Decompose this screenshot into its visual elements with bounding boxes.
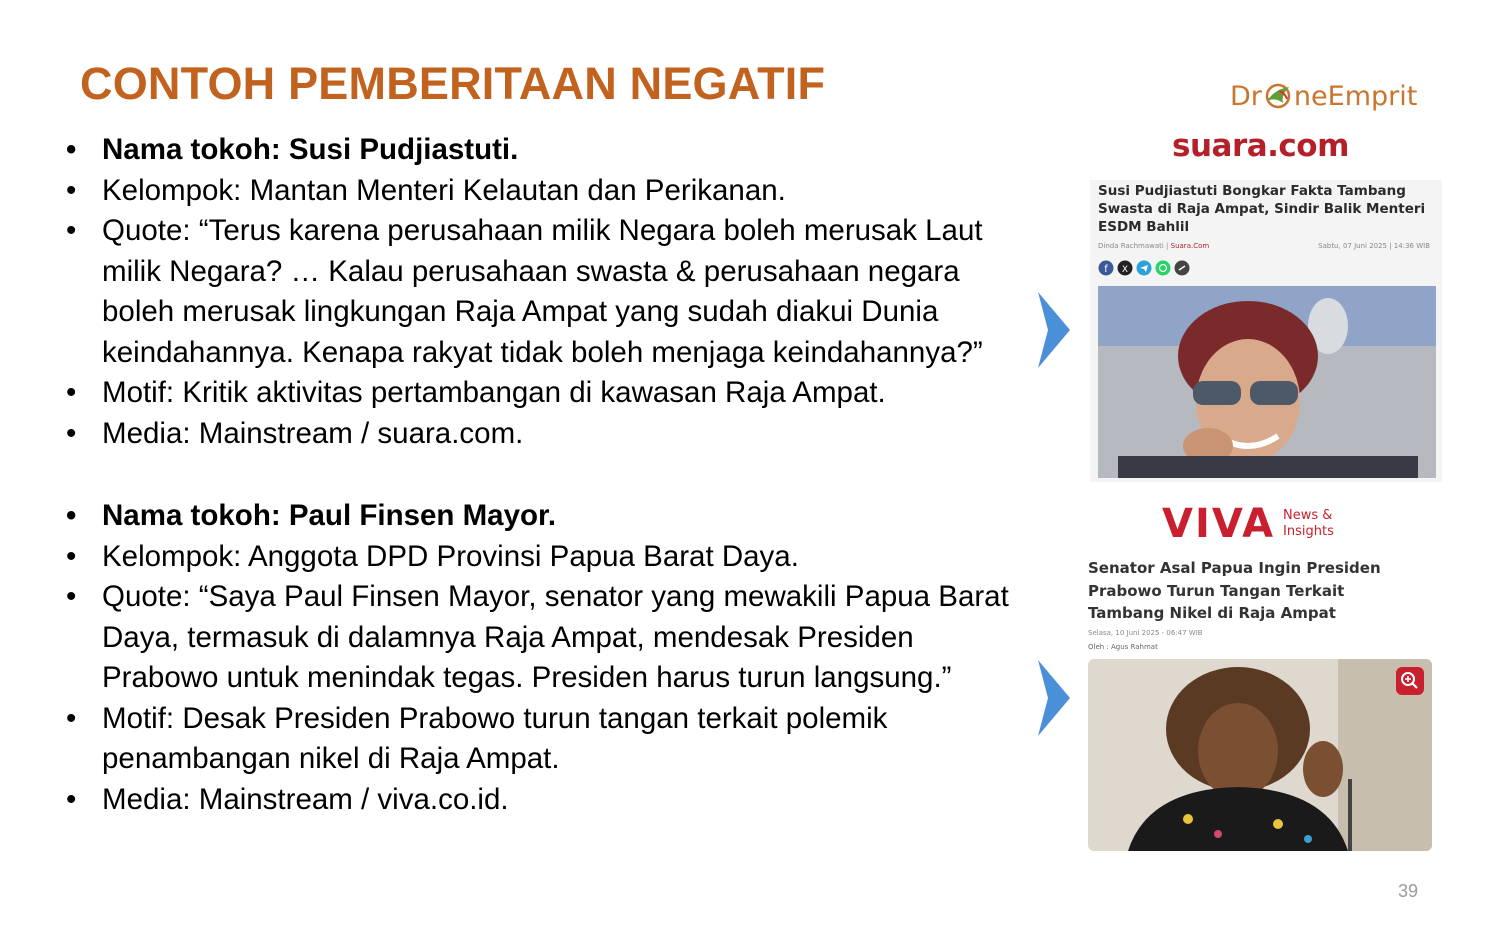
bullet-item: • Quote: “Terus karena perusahaan milik Negara boleh merusak Laut milik Negara? … Kalau perusahaan swasta & perusahaan negara boleh merusak lingkungan Raja Ampat yang sudah diakui Dunia keindahannya. Kenapa rakyat tidak boleh menjaga keindahannya?” bbox=[60, 211, 1020, 373]
share-icons bbox=[1098, 260, 1190, 276]
bullet-item: • Motif: Kritik aktivitas pertambangan di kawasan Raja Ampat. bbox=[60, 373, 1020, 414]
logo-suffix: neEmprit bbox=[1293, 80, 1418, 112]
bullet-list bbox=[60, 130, 1020, 820]
slide-title: CONTOH PEMBERITAAN NEGATIF bbox=[80, 58, 826, 109]
svg-text:X: X bbox=[1121, 265, 1129, 275]
article-date: Sabtu, 07 Juni 2025 | 14:36 WIB bbox=[1318, 242, 1430, 250]
bullet-item: • Nama tokoh: Susi Pudjiastuti. bbox=[60, 130, 1020, 171]
article-photo-susi bbox=[1098, 286, 1436, 478]
logo-prefix: Dr bbox=[1230, 80, 1262, 112]
bird-icon bbox=[1263, 81, 1293, 111]
article-card-viva bbox=[1084, 555, 1436, 855]
page-number: 39 bbox=[1398, 881, 1419, 901]
bullet-item: • Nama tokoh: Paul Finsen Mayor. bbox=[60, 496, 1020, 537]
arrow-right-icon bbox=[1038, 292, 1070, 368]
article-outlet: Suara.Com bbox=[1170, 242, 1210, 250]
article-date: Selasa, 10 Juni 2025 - 06:47 WIB bbox=[1088, 629, 1203, 637]
bullet-item: • Media: Mainstream / suara.com. bbox=[60, 414, 1020, 455]
drone-emprit-logo bbox=[1230, 74, 1440, 118]
whatsapp-icon[interactable] bbox=[1155, 260, 1171, 276]
article-author: Dinda Rachmawati bbox=[1098, 242, 1164, 250]
x-icon[interactable] bbox=[1117, 260, 1133, 276]
viva-logo bbox=[1162, 496, 1372, 552]
viva-tagline-2: Insights bbox=[1283, 524, 1334, 539]
article-card-suara bbox=[1090, 180, 1442, 482]
zoom-in-icon[interactable] bbox=[1396, 667, 1424, 695]
link-icon[interactable] bbox=[1174, 260, 1190, 276]
suara-logo: suara.com bbox=[1172, 128, 1349, 164]
article-headline: Susi Pudjiastuti Bongkar Fakta Tambang Swasta di Raja Ampat, Sindir Balik Menteri ESDM Bahlil bbox=[1098, 183, 1426, 235]
bullet-item: • Kelompok: Mantan Menteri Kelautan dan Perikanan. bbox=[60, 171, 1020, 212]
facebook-icon[interactable] bbox=[1098, 260, 1114, 276]
bullet-item: • Motif: Desak Presiden Prabowo turun tangan terkait polemik penambangan nikel di Raja Ampat. bbox=[60, 699, 1020, 780]
article-photo-paul bbox=[1088, 659, 1432, 851]
article-headline: Senator Asal Papua Ingin Presiden Prabowo Turun Tangan Terkait Tambang Nikel di Raja Ampat bbox=[1088, 559, 1381, 622]
arrow-right-icon bbox=[1038, 660, 1070, 736]
article-meta: Dinda Rachmawati | Suara.Com Sabtu, 07 Juni 2025 | 14:36 WIB bbox=[1098, 242, 1430, 250]
telegram-icon[interactable] bbox=[1136, 260, 1152, 276]
bullet-item: • Media: Mainstream / viva.co.id. bbox=[60, 780, 1020, 821]
bullet-item: • Kelompok: Anggota DPD Provinsi Papua Barat Daya. bbox=[60, 537, 1020, 578]
viva-wordmark: VIVA bbox=[1162, 501, 1276, 547]
svg-text:f: f bbox=[1104, 264, 1108, 275]
viva-tagline-1: News & bbox=[1283, 508, 1333, 523]
article-author: Oleh : Agus Rahmat bbox=[1088, 643, 1158, 651]
bullet-item: • Quote: “Saya Paul Finsen Mayor, senator yang mewakili Papua Barat Daya, termasuk di dalamnya Raja Ampat, mendesak Presiden Prabowo untuk menindak tegas. Presiden harus turun langsung.” bbox=[60, 577, 1020, 699]
